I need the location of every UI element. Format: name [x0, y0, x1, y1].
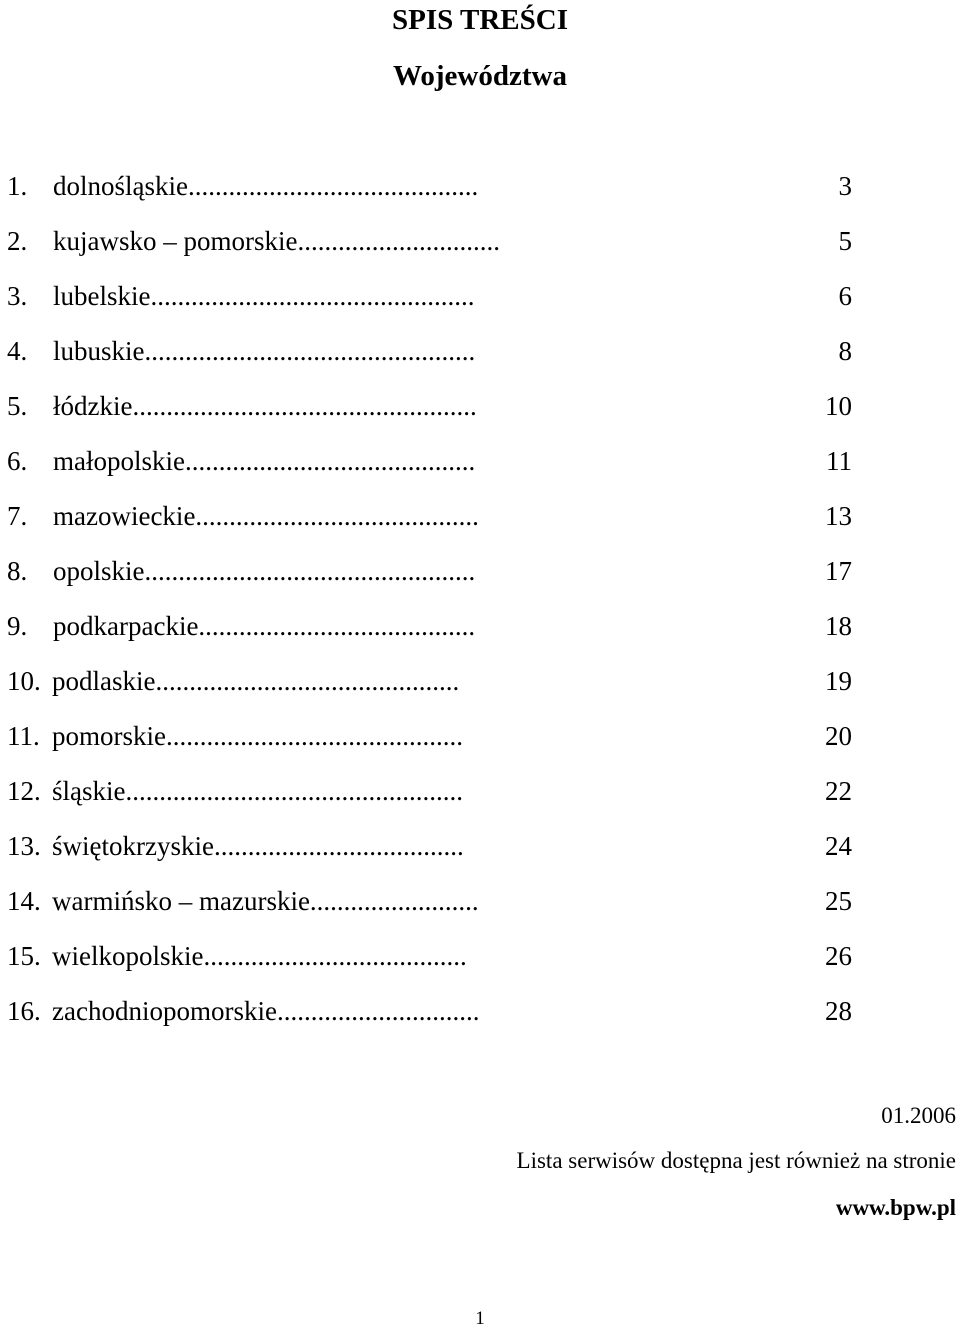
toc-item-page: 6	[838, 281, 852, 311]
toc-item-page: 5	[838, 226, 852, 256]
toc-item-label: świętokrzyskie.....................................	[52, 831, 464, 861]
toc-item-label: pomorskie............................................	[52, 721, 463, 751]
toc-item-label: śląskie..................................................	[52, 776, 463, 806]
toc-item-lodzkie[interactable]	[0, 388, 960, 443]
toc-item-lubuskie[interactable]	[0, 333, 960, 388]
toc-item-podkarpackie[interactable]	[0, 608, 960, 663]
toc-item-page: 22	[825, 776, 852, 806]
toc-item-opolskie[interactable]	[0, 553, 960, 608]
toc-item-zachodniopomorskie[interactable]	[0, 993, 960, 1048]
toc-item-label: lubelskie................................................	[53, 281, 475, 311]
toc-item-podlaskie[interactable]	[0, 663, 960, 718]
toc-item-number: 15.	[7, 941, 41, 971]
toc-item-wielkopolskie[interactable]	[0, 938, 960, 993]
toc-item-page: 19	[825, 666, 852, 696]
toc-item-malopolskie[interactable]	[0, 443, 960, 498]
toc-item-page: 28	[825, 996, 852, 1026]
toc-item-number: 12.	[7, 776, 41, 806]
toc-item-label: zachodniopomorskie..............................	[52, 996, 480, 1026]
toc-item-warminsko-mazurskie[interactable]	[0, 883, 960, 938]
toc-item-number: 16.	[7, 996, 41, 1026]
page-title: SPIS TREŚCI	[392, 4, 568, 36]
footer-note: Lista serwisów dostępna jest również na stronie	[516, 1148, 956, 1173]
toc-item-slaskie[interactable]	[0, 773, 960, 828]
toc-item-page: 20	[825, 721, 852, 751]
toc-item-label: dolnośląskie...........................................	[53, 171, 479, 201]
toc-item-label: małopolskie...........................................	[53, 446, 476, 476]
toc-item-page: 26	[825, 941, 852, 971]
toc-item-number: 11.	[7, 721, 40, 751]
toc-item-pomorskie[interactable]	[0, 718, 960, 773]
toc-item-label: lubuskie.................................................	[53, 336, 476, 366]
toc-item-page: 24	[825, 831, 852, 861]
toc-item-number: 7.	[7, 501, 28, 531]
page-subtitle: Województwa	[393, 60, 567, 92]
toc-item-number: 4.	[7, 336, 28, 366]
toc-item-label: mazowieckie..........................................	[53, 501, 479, 531]
toc-item-page: 25	[825, 886, 852, 916]
table-of-contents	[0, 168, 960, 1048]
toc-item-label: podkarpackie.........................................	[53, 611, 476, 641]
page-number: 1	[475, 1308, 485, 1329]
toc-item-swietokrzyskie[interactable]	[0, 828, 960, 883]
toc-item-number: 13.	[7, 831, 41, 861]
toc-item-label: kujawsko – pomorskie..............................	[53, 226, 500, 256]
toc-item-label: wielkopolskie.......................................	[52, 941, 467, 971]
toc-item-dolnoslaskie[interactable]	[0, 168, 960, 223]
toc-item-mazowieckie[interactable]	[0, 498, 960, 553]
toc-item-number: 6.	[7, 446, 28, 476]
footer-date: 01.2006	[881, 1103, 956, 1128]
toc-item-page: 13	[825, 501, 852, 531]
toc-item-number: 5.	[7, 391, 28, 421]
toc-item-page: 18	[825, 611, 852, 641]
toc-item-number: 10.	[7, 666, 41, 696]
toc-item-page: 11	[826, 446, 852, 476]
toc-item-label: warmińsko – mazurskie.........................	[52, 886, 479, 916]
footer-url-link[interactable]: www.bpw.pl	[835, 1195, 956, 1220]
toc-item-number: 2.	[7, 226, 28, 256]
toc-item-kujawsko-pomorskie[interactable]	[0, 223, 960, 278]
toc-item-page: 10	[825, 391, 852, 421]
toc-item-page: 3	[838, 171, 852, 201]
toc-item-number: 8.	[7, 556, 28, 586]
toc-item-number: 14.	[7, 886, 41, 916]
toc-item-lubelskie[interactable]	[0, 278, 960, 333]
toc-item-number: 9.	[7, 611, 28, 641]
toc-item-label: opolskie.................................................	[53, 556, 476, 586]
toc-item-page: 17	[825, 556, 852, 586]
toc-item-label: podlaskie.............................................	[52, 666, 460, 696]
toc-item-label: łódzkie...................................................	[53, 391, 477, 421]
toc-item-number: 1.	[7, 171, 28, 201]
toc-item-number: 3.	[7, 281, 28, 311]
toc-item-page: 8	[838, 336, 852, 366]
